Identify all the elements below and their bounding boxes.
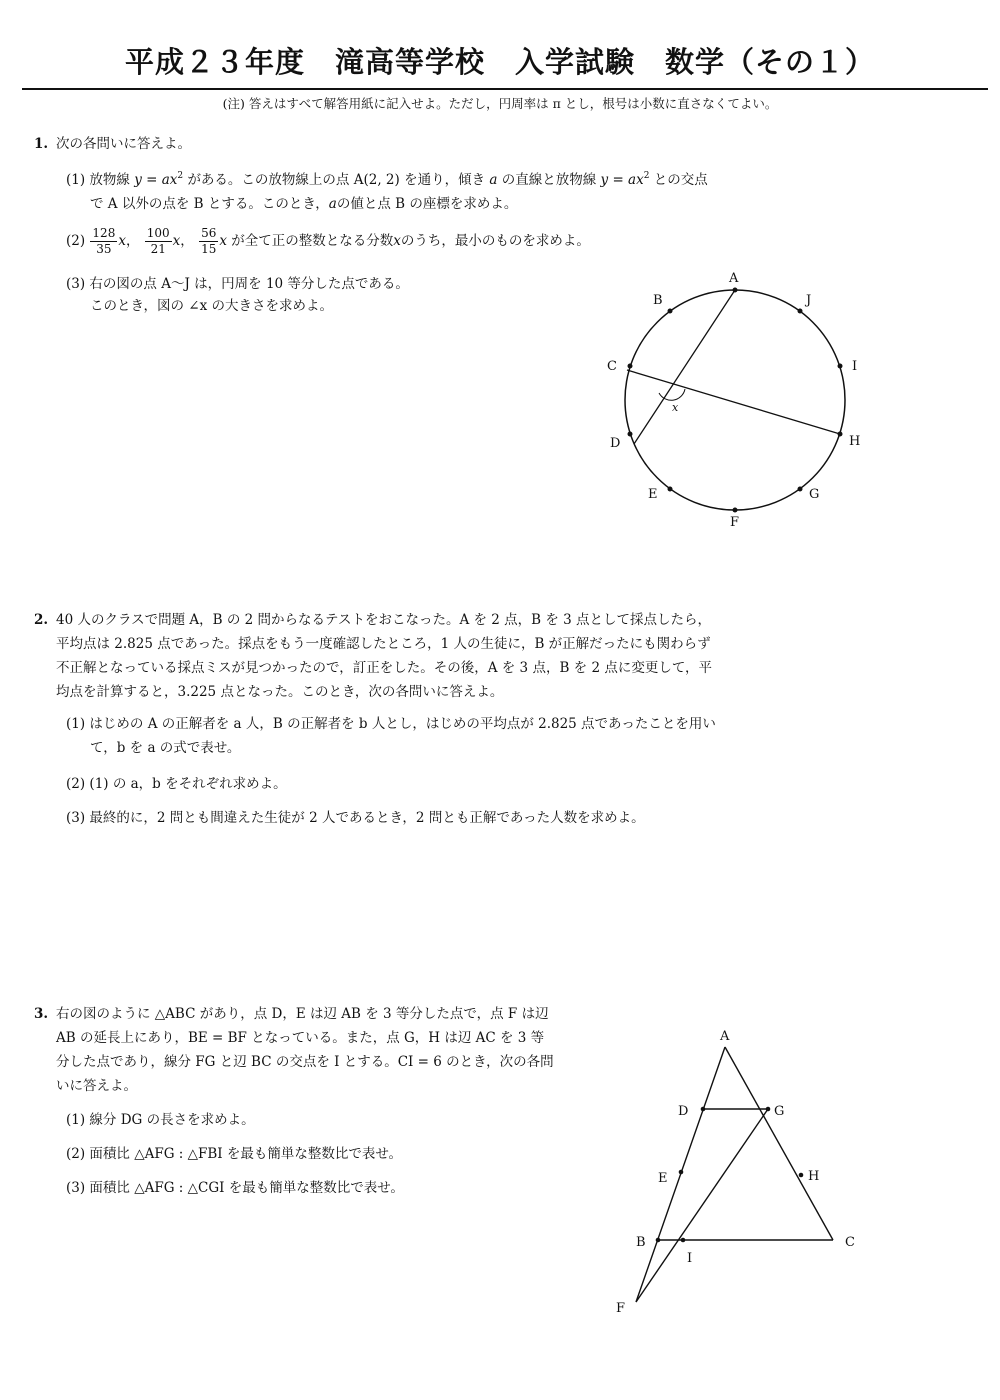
q1-part2: (2) $\frac{128}{35}$ x， $\frac{100}{21}$ x， $\frac{56}{15}$ x が全て正の整数となる分数xのうち，最小のものを求めよ。 [66, 226, 590, 256]
q2-line-2: 平均点は 2.825 点であった。採点をもう一度確認したところ，1 人の生徒に，B が正解だったにも関わらず [56, 636, 711, 652]
q2-part2: (2) (1) の a，b をそれぞれ求めよ。 [66, 776, 287, 792]
q2-number: 2. [34, 612, 49, 628]
q1-number: 1. [34, 136, 49, 152]
title-rule [22, 88, 988, 90]
q3-part3: (3) 面積比 △AFG : △CGI を最も簡単な整数比で表せ。 [66, 1180, 404, 1196]
chord-CH [627, 370, 840, 434]
q1-intro: 次の各問いに答えよ。 [56, 136, 191, 152]
label-B: B [653, 293, 663, 308]
q1-p1-text-c: の直線と放物線 [501, 172, 597, 188]
circle-figure [590, 260, 880, 540]
segment-FG [636, 1109, 768, 1302]
label-E: E [648, 487, 658, 502]
q2-part1-line1: (1) はじめの A の正解者を a 人，B の正解者を b 人とし，はじめの平均点が 2.825 点であったことを用い [66, 716, 716, 732]
q1-p2-text-a: が全て正の整数となる分数 [231, 233, 394, 249]
q2-part1-line2: て，b を a の式で表せ。 [90, 740, 241, 756]
q1-p1-text-d: との交点 [653, 172, 708, 188]
tri-label-A: A [720, 1029, 730, 1044]
tri-label-H: H [808, 1169, 820, 1184]
q3-line-3: 分した点であり，線分 FG と辺 BC の交点を I とする。CI = 6 のとき，次の各問 [56, 1054, 554, 1070]
tri-label-D: D [678, 1104, 689, 1119]
q1-part1-line2 [90, 190, 517, 218]
q2-line-1: 40 人のクラスで問題 A，B の 2 問からなるテストをおこなった。A を 2 点，B を 3 点として採点したら， [56, 612, 712, 628]
q2-part3: (3) 最終的に，2 問とも間違えた生徒が 2 人であるとき，2 問とも正解であった人数を求めよ。 [66, 810, 645, 826]
label-angle-x: x [672, 401, 679, 414]
tri-label-C: C [845, 1235, 855, 1250]
label-I: I [852, 359, 858, 374]
q1-p1-exp: 2 [177, 171, 184, 181]
q2-line-4: 均点を計算すると，3.225 点となった。このとき，次の各問いに答えよ。 [56, 684, 504, 700]
q1-p1-eq2: y = ax [600, 172, 644, 188]
label-F: F [730, 515, 740, 530]
circle [625, 290, 845, 510]
fraction-2: $\frac{100}{21}$ [146, 226, 170, 256]
q1-p1-text-a: 放物線 [89, 172, 130, 188]
q1-p2-label: (2) [66, 233, 86, 249]
tri-label-B: B [636, 1235, 646, 1250]
tri-label-E: E [658, 1171, 668, 1186]
triangle-figure [600, 1020, 870, 1320]
label-J: J [806, 293, 812, 308]
fraction-3: $\frac{56}{15}$ [201, 226, 217, 256]
chord-AD [634, 290, 735, 444]
instructions-note: (注) 答えはすべて解答用紙に記入せよ。ただし，円周率は π とし，根号は小数に直さなくてよい。 [222, 96, 778, 111]
q1-p1-exp2: 2 [643, 171, 650, 181]
q1-p1-line2-a: で A 以外の点を B とする。このとき， [90, 196, 329, 212]
q3-part1: (1) 線分 DG の長さを求めよ。 [66, 1112, 255, 1128]
label-C: C [607, 359, 617, 374]
q1-p2-text-b: のうち，最小のものを求めよ。 [400, 233, 590, 249]
q1-p1-var: a [489, 172, 498, 188]
q1-part3-line2: このとき，図の ∠x の大きさを求めよ。 [90, 298, 333, 314]
q1-p1-eq: y = ax [134, 172, 178, 188]
q1-p1-label: (1) [66, 172, 86, 188]
q1-p1-text-b: がある。この放物線上の点 A(2, 2) を通り，傾き [187, 172, 486, 188]
q3-number: 3. [34, 1006, 49, 1022]
q1-p1-var2: a [328, 196, 337, 212]
label-H: H [849, 434, 861, 449]
fraction-1: $\frac{128}{35}$ [92, 226, 116, 256]
side-AC [725, 1047, 833, 1240]
label-D: D [610, 436, 621, 451]
q1-part3-line1: (3) 右の図の点 A〜J は，円周を 10 等分した点である。 [66, 276, 409, 292]
q1-p1-line2-b: の値と点 B の座標を求めよ。 [336, 196, 518, 212]
triangle-points [656, 1107, 804, 1243]
side-AB-extended [636, 1047, 725, 1302]
circle-points [628, 288, 843, 513]
tri-label-G: G [774, 1104, 785, 1119]
q3-line-4: いに答えよ。 [56, 1078, 137, 1094]
q2-line-3: 不正解となっている採点ミスが見つかったので，訂正をした。その後，A を 3 点，B を 2 点に変更して，平 [56, 660, 713, 676]
label-A: A [729, 271, 739, 286]
tri-label-F: F [616, 1301, 626, 1316]
page-title: 平成２３年度 滝高等学校 入学試験 数学（その１） [124, 45, 875, 79]
label-G: G [809, 487, 820, 502]
q3-line-2: AB の延長上にあり，BE = BF となっている。また，点 G，H は辺 AC を 3 等 [56, 1030, 545, 1046]
q3-line-1: 右の図のように △ABC があり，点 D，E は辺 AB を 3 等分した点で，点 F は辺 [56, 1006, 549, 1022]
angle-x-arc [659, 389, 685, 400]
tri-label-I: I [687, 1251, 693, 1266]
q3-part2: (2) 面積比 △AFG : △FBI を最も簡単な整数比で表せ。 [66, 1146, 403, 1162]
